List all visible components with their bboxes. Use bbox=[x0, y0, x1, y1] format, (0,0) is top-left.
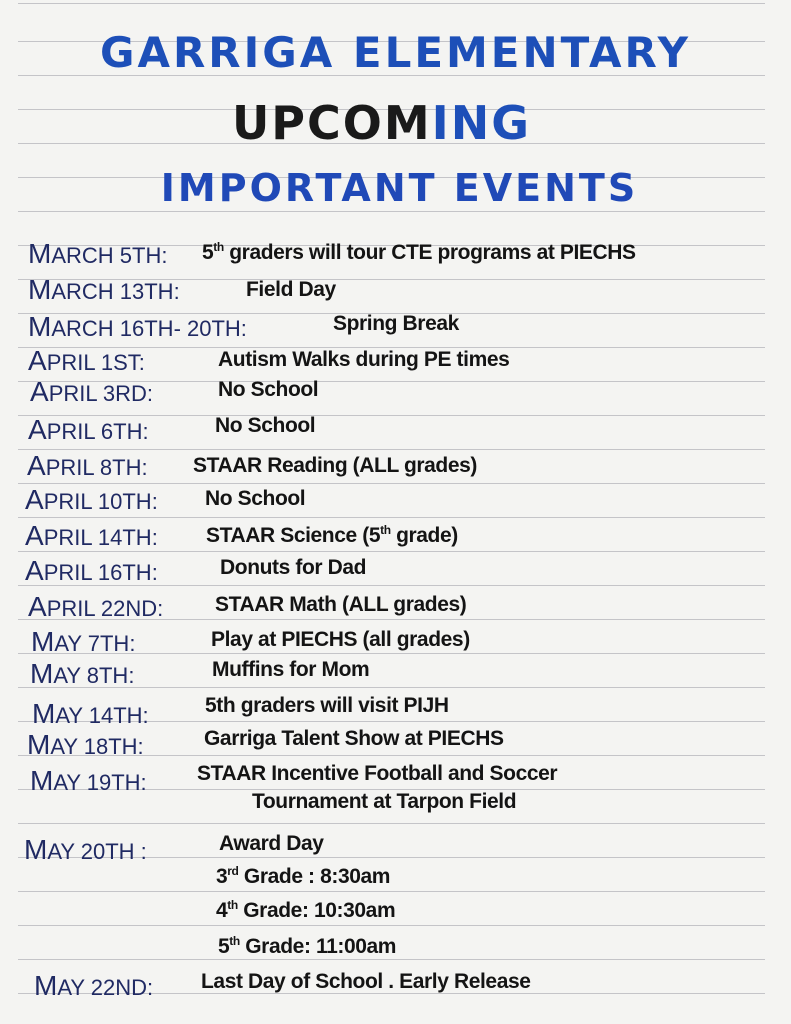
event-description: 5th graders will tour CTE programs at PIECHS bbox=[202, 240, 636, 264]
event-date: MAY 22ND: bbox=[34, 970, 154, 1001]
event-description-continued: Tournament at Tarpon Field bbox=[252, 790, 517, 813]
important-events-heading: IMPORTANT EVENTS bbox=[160, 166, 639, 210]
upcoming-heading-dark: UPCOM bbox=[231, 96, 432, 150]
event-date: APRIL 16TH: bbox=[25, 555, 158, 586]
paper-left-margin bbox=[0, 0, 18, 1024]
event-date: MAY 7TH: bbox=[31, 626, 136, 657]
event-description: STAAR Math (ALL grades) bbox=[215, 593, 467, 616]
event-description: Muffins for Mom bbox=[212, 658, 370, 681]
event-date: APRIL 3RD: bbox=[30, 376, 154, 407]
upcoming-heading bbox=[0, 96, 777, 150]
event-description: Garriga Talent Show at PIECHS bbox=[204, 727, 504, 750]
event-description: STAAR Reading (ALL grades) bbox=[193, 454, 478, 477]
event-description: Autism Walks during PE times bbox=[218, 348, 510, 371]
event-description: Last Day of School . Early Release bbox=[201, 970, 531, 993]
award-grade-time: 4th Grade: 10:30am bbox=[216, 898, 396, 922]
event-date: APRIL 8TH: bbox=[27, 450, 148, 481]
event-date: APRIL 10TH: bbox=[25, 484, 158, 515]
event-description: No School bbox=[218, 378, 319, 401]
event-date: APRIL 22ND: bbox=[28, 591, 164, 622]
event-date: MAY 18TH: bbox=[27, 729, 144, 760]
event-date: MARCH 13TH: bbox=[28, 274, 180, 305]
event-description: 5th graders will visit PIJH bbox=[205, 694, 449, 717]
award-grade-time: 3rd Grade : 8:30am bbox=[216, 864, 391, 888]
event-description: STAAR Incentive Football and Soccer bbox=[197, 762, 558, 785]
event-date: MAY 20TH : bbox=[24, 834, 147, 865]
event-description: No School bbox=[205, 487, 306, 510]
event-date: APRIL 14TH: bbox=[25, 520, 158, 551]
event-date: MARCH 16TH- 20TH: bbox=[28, 311, 247, 342]
event-description: Donuts for Dad bbox=[220, 556, 367, 579]
upcoming-heading-blue: ING bbox=[431, 96, 532, 150]
event-date: MARCH 5TH: bbox=[28, 238, 168, 269]
event-description: No School bbox=[215, 414, 316, 437]
event-description: STAAR Science (5th grade) bbox=[206, 523, 458, 547]
event-date: APRIL 1ST: bbox=[28, 345, 145, 376]
event-date: APRIL 6TH: bbox=[28, 414, 149, 445]
paper-right-margin bbox=[765, 0, 791, 1024]
event-date: MAY 14TH: bbox=[32, 698, 149, 729]
event-description: Spring Break bbox=[333, 312, 459, 335]
award-grade-time: 5th Grade: 11:00am bbox=[218, 934, 397, 958]
event-description: Award Day bbox=[219, 832, 324, 855]
event-date: MAY 19TH: bbox=[30, 765, 147, 796]
event-date: MAY 8TH: bbox=[30, 658, 135, 689]
event-description: Field Day bbox=[246, 278, 336, 301]
school-name-heading: GARRIGA ELEMENTARY bbox=[99, 28, 692, 77]
event-description: Play at PIECHS (all grades) bbox=[211, 628, 470, 651]
